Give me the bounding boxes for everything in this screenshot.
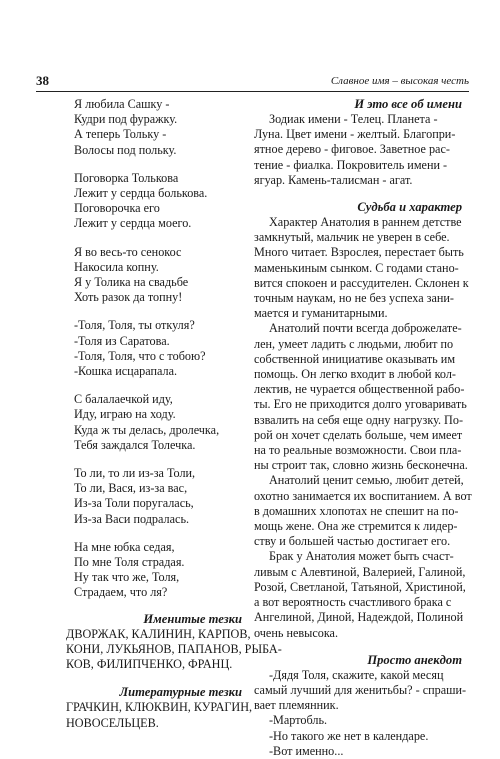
chastushka-stanza	[74, 97, 242, 158]
section-body	[254, 667, 467, 759]
text-line: Много читает. Взрослея, перестает быть	[254, 245, 464, 260]
verse-line: Куда ж ты делась, дролечка,	[74, 422, 220, 437]
verse-line: По мне Толя страдая.	[74, 555, 185, 570]
chastushka-stanza	[74, 171, 242, 232]
section-heading: Именитые тезки	[143, 611, 242, 626]
verse-line: Из-за Толи поругалась,	[74, 496, 194, 511]
verse-line: Лежит у сердца болькова.	[74, 186, 208, 201]
namesakes-line: КОНИ, ЛУКЬЯНОВ, ПАПАНОВ, РЫБА-	[66, 641, 282, 656]
verse-line: Я у Толика на свадьбе	[74, 275, 189, 290]
section-body	[66, 700, 253, 730]
running-title: Славное имя – высокая честь	[330, 75, 469, 87]
text-line: ятное дерево - фиговое. Заветное рас-	[254, 142, 450, 157]
text-line: маменькиным сынком. С годами стано-	[254, 260, 459, 275]
text-line: Анатолий почти всегда доброжелате-	[269, 321, 462, 336]
literary-namesakes-section	[66, 685, 253, 730]
text-line: вает племянник.	[254, 698, 339, 713]
text-line: Ангелиной, Диной, Надеждой, Полиной	[254, 610, 464, 625]
section-body	[254, 215, 472, 641]
section-body	[254, 112, 462, 188]
chastushka-stanza	[74, 540, 242, 601]
verse-line: Ну так что же, Толя,	[74, 570, 180, 585]
verse-line: А теперь Тольку -	[74, 127, 167, 142]
verse-line: Тебя заждался Толечка.	[74, 437, 196, 452]
text-line: -Вот именно...	[269, 743, 344, 758]
name-facts-section	[254, 97, 462, 188]
famous-namesakes-section	[66, 611, 282, 673]
verse-line: -Толя из Саратова.	[74, 333, 170, 348]
verse-line: Кудри под фуражку.	[74, 112, 178, 127]
verse-line: -Кошка исцарапала.	[74, 364, 178, 379]
page-number: 38	[36, 73, 49, 88]
verse-line: Я любила Сашку -	[74, 97, 170, 111]
text-line: взвалить на себя еще одну нагрузку. По-	[254, 412, 464, 427]
verse-line: То ли, то ли из-за Толи,	[74, 466, 196, 481]
verse-line: Лежит у сердца моего.	[74, 216, 192, 231]
text-line: на то реальные возможности. Свои пла-	[254, 443, 462, 458]
verse-line: Поговорка Толькова	[74, 170, 179, 185]
left-column	[66, 97, 282, 731]
verse-line: -Толя, Толя, что с тобою?	[74, 348, 206, 363]
section-body	[66, 626, 282, 673]
text-line: Брак у Анатолия может быть счаст-	[269, 549, 454, 564]
text-line: в домашних хлопотах не спешит на по-	[254, 503, 459, 518]
chastushka-stanza	[74, 466, 242, 527]
text-line: Зодиак имени - Телец. Планета -	[269, 112, 438, 126]
text-line: а вот вероятность счастливого брака с	[254, 595, 452, 610]
text-line: самый лучший для женитьбы? - спраши-	[254, 682, 467, 697]
namesakes-line: ДВОРЖАК, КАЛИНИН, КАРПОВ,	[66, 626, 251, 641]
verse-line: Хоть разок да топну!	[74, 290, 183, 305]
text-line: замкнутый, мальчик не уверен в себе.	[254, 230, 450, 245]
verse-line: Накосила копну.	[74, 259, 159, 274]
verse-line: Иду, играю на ходу.	[74, 407, 176, 422]
chastushka-stanza	[74, 318, 242, 379]
text-line: Розой, Светланой, Татьяной, Христиной,	[254, 579, 466, 594]
text-line: тение - фиалка. Покровитель имени -	[254, 157, 448, 172]
verse-line: То ли, Вася, из-за вас,	[74, 481, 188, 496]
section-heading: Просто анекдот	[367, 652, 462, 667]
text-line: собственной инициативе оказывать им	[254, 351, 456, 366]
text-line: -Мартобль.	[269, 713, 328, 728]
chastushka-stanza	[74, 392, 242, 453]
text-line: охотно занимается их воспитанием. А вот	[254, 488, 472, 503]
text-line: ны строит так, словно жизнь бесконечна.	[254, 458, 468, 473]
text-line: мощь жене. Она же стремится к лидер-	[254, 519, 458, 534]
text-line: точным наукам, но не без успеха зани-	[254, 291, 454, 306]
chastushka-stanza	[74, 245, 242, 306]
section-heading: Литературные тезки	[119, 685, 242, 700]
section-heading: И это все об имени	[354, 97, 462, 111]
text-line: ливым с Алевтиной, Валерией, Галиной,	[254, 564, 466, 579]
text-line: Луна. Цвет имени - желтый. Благопри-	[254, 127, 456, 142]
verse-line: Я во весь-то сенокос	[74, 244, 182, 259]
namesakes-line: КОВ, ФИЛИПЧЕНКО, ФРАНЦ.	[66, 657, 233, 672]
verse-line: На мне юбка седая,	[74, 539, 175, 554]
text-line: лен, умеет ладить с людьми, любит по	[254, 336, 454, 351]
text-line: ству и большей частью достигает его.	[254, 534, 451, 549]
verse-line: Волосы под польку.	[74, 142, 177, 157]
text-line: Характер Анатолия в раннем детстве	[269, 215, 462, 230]
namesakes-line: ГРАЧКИН, КЛЮКВИН, КУРАГИН,	[66, 700, 253, 715]
text-line: очень невысока.	[254, 625, 339, 640]
text-line: -Дядя Толя, скажите, какой месяц	[269, 667, 444, 682]
namesakes-line: НОВОСЕЛЬЦЕВ.	[66, 715, 159, 730]
text-line: ты. Его не приходится долго уговаривать	[254, 397, 467, 412]
joke-section	[254, 652, 467, 759]
page-header	[36, 73, 469, 90]
verse-line: -Толя, Толя, ты откуля?	[74, 318, 195, 333]
verse-line: Страдаем, что ля?	[74, 585, 168, 600]
text-line: Анатолий ценит семью, любит детей,	[269, 473, 464, 488]
fate-character-section	[254, 200, 472, 641]
verse-line: Поговорочка его	[74, 201, 160, 216]
text-line: вится спокоен и рассудителен. Склонен к	[254, 275, 469, 290]
text-line: лектив, не чурается общественной рабо-	[254, 382, 465, 397]
text-line: ягуар. Камень-талисман - агат.	[254, 172, 413, 187]
text-line: мается и гуманитарными.	[254, 306, 388, 321]
section-heading: Судьба и характер	[357, 200, 462, 215]
verse-line: Из-за Васи подралась.	[74, 511, 190, 526]
header-rule	[36, 91, 469, 92]
text-line: -Но такого же нет в календаре.	[269, 728, 429, 743]
right-column	[254, 97, 472, 759]
text-line: рой он хочет сделать больше, чем имеет	[254, 427, 463, 442]
verse-line: С балалаечкой иду,	[74, 392, 173, 407]
text-line: помощь. Он легко входит в любой кол-	[254, 367, 456, 382]
